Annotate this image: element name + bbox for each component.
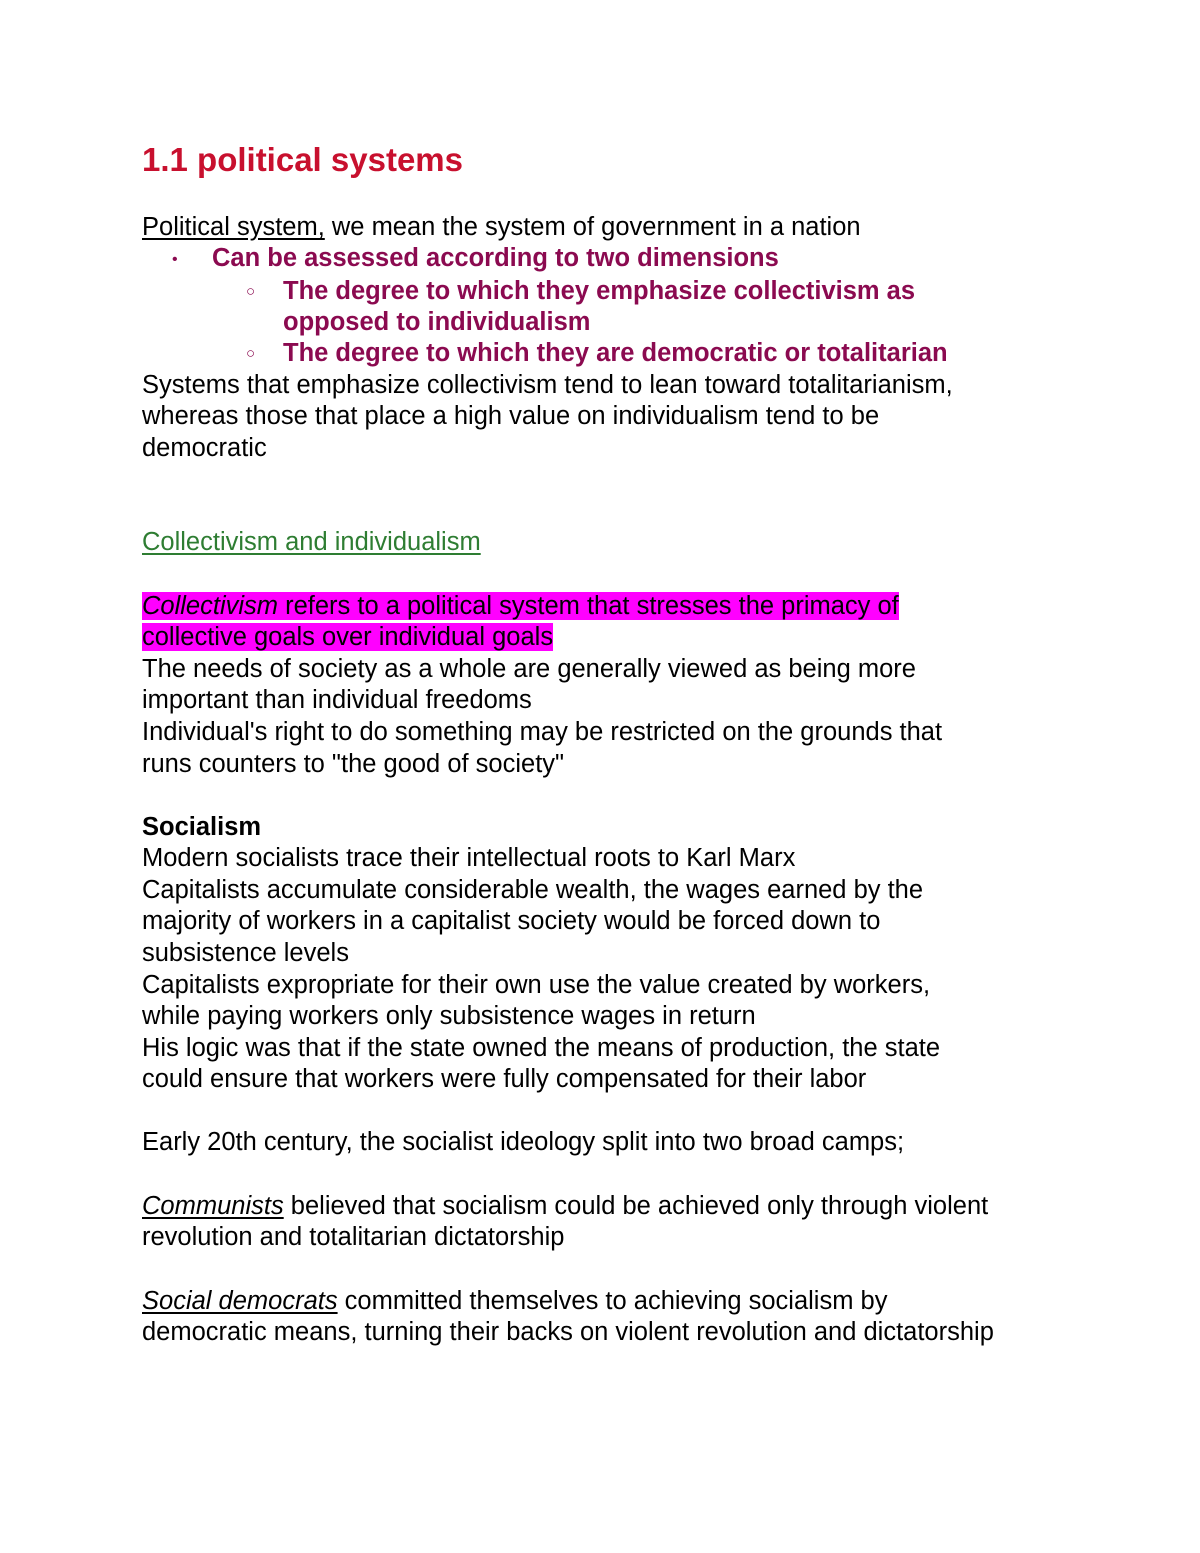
subbullet-marker-2: ○ [246,345,256,362]
bullet-marker: • [172,251,178,268]
body-line: Capitalists expropriate for their own use the value created by workers, [142,971,931,999]
collectivism-def-line1 [142,591,899,623]
body-line: Modern socialists trace their intellectual roots to Karl Marx [142,844,796,872]
summary-line: whereas those that place a high value on individualism tend to be [142,402,880,430]
communists-term: Communists [142,1192,284,1220]
split-line: Early 20th century, the socialist ideology split into two broad camps; [142,1128,905,1156]
body-line: His logic was that if the state owned the means of production, the state [142,1034,941,1062]
social-democrats-line1 [142,1286,887,1318]
collectivism-def-line2 [142,622,553,654]
summary-line: democratic [142,434,267,462]
body-line: Capitalists accumulate considerable wealth, the wages earned by the [142,876,924,904]
subbullet-1-line2: opposed to individualism [283,308,591,336]
social-democrats-rest: committed themselves to achieving socialism by [337,1287,888,1315]
collectivism-def-rest: refers to a political system that stresses the primacy of [278,592,899,620]
bullet-item: Can be assessed according to two dimensions [212,244,779,272]
body-line: could ensure that workers were fully compensated for their labor [142,1065,867,1093]
body-line: while paying workers only subsistence wages in return [142,1002,756,1030]
subbullet-marker-1: ○ [246,283,256,300]
section-heading: Collectivism and individualism [142,528,481,556]
body-line: Individual's right to do something may be restricted on the grounds that [142,718,943,746]
communists-line2: revolution and totalitarian dictatorship [142,1223,565,1251]
intro-term: Political system, [142,213,325,241]
social-democrats-term: Social democrats [142,1287,338,1315]
intro-rest: we mean the system of government in a nation [324,213,861,241]
subbullet-1-line1: The degree to which they emphasize collectivism as [283,277,916,305]
collectivism-def-line2-text: collective goals over individual goals [142,623,554,651]
communists-rest: believed that socialism could be achieved only through violent [283,1192,989,1220]
social-democrats-line2: democratic means, turning their backs on violent revolution and dictatorship [142,1318,994,1346]
body-line: runs counters to "the good of society" [142,750,565,778]
intro-line [142,212,861,244]
summary-line: Systems that emphasize collectivism tend to lean toward totalitarianism, [142,371,953,399]
page-title: 1.1 political systems [142,141,463,178]
collectivism-term: Collectivism [142,592,279,620]
subbullet-2-line1: The degree to which they are democratic or totalitarian [283,339,948,367]
socialism-heading: Socialism [142,813,262,841]
communists-line1 [142,1191,988,1223]
body-line: important than individual freedoms [142,686,532,714]
body-line: majority of workers in a capitalist society would be forced down to [142,907,881,935]
body-line: subsistence levels [142,939,349,967]
body-line: The needs of society as a whole are generally viewed as being more [142,655,916,683]
